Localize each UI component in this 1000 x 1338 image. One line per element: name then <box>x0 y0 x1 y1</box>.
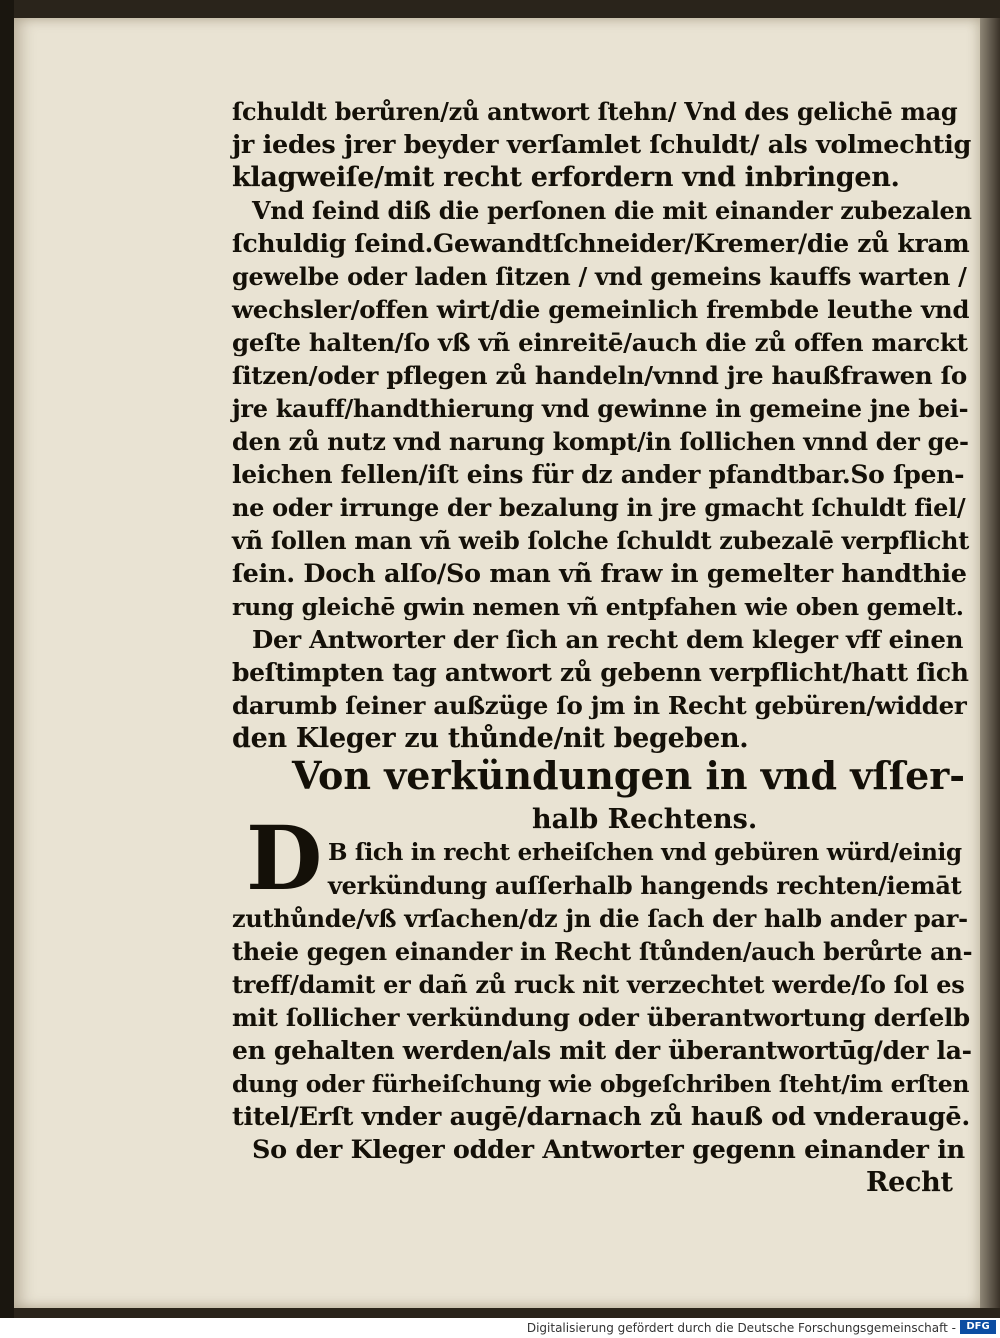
catchword: Recht <box>866 1167 953 1198</box>
text-line: titel/Erſt vnder augē/darnach zů hauß od vnderaugē. <box>232 1102 970 1132</box>
text-line: ſchuldig ſeind.Gewandtſchneider/Kremer/die zů kram <box>232 229 970 258</box>
text-line: treff/damit er dañ zů ruck nit verzechtet werde/ſo ſol es <box>232 970 965 999</box>
dfg-logo: DFG <box>960 1320 996 1334</box>
page-left-edge <box>0 0 14 1338</box>
text-line: ne oder irrunge der bezalung in jre gmacht ſchuldt fiel/ <box>232 493 966 522</box>
text-line: den Kleger zu thůnde/nit begeben. <box>232 723 749 754</box>
text-line: dung oder fürheiſchung wie obgeſchriben ſteht/im erſten <box>232 1070 970 1098</box>
text-line: ſitzen/oder pflegen zů handeln/vnnd jre haußfrawen ſo <box>232 361 967 390</box>
text-line: verkündung auſſerhalb hangends rechten/iemāt <box>328 871 962 900</box>
text-line: den zů nutz vnd narung kompt/in ſollichen vnnd der ge- <box>232 427 969 456</box>
section-subheading: halb Rechtens. <box>532 804 758 835</box>
text-line: Der Antworter der ſich an recht dem kleger vff einen <box>252 625 964 654</box>
digitization-footer <box>0 1318 1000 1338</box>
text-line: en gehalten werden/als mit der überantwortūg/der la- <box>232 1036 972 1065</box>
text-line: ſchuldt berůren/zů antwort ſtehn/ Vnd des gelichē mag <box>232 97 958 126</box>
text-line: B ſich in recht erheiſchen vnd gebüren würd/einig <box>328 839 962 866</box>
text-line: wechsler/offen wirt/die gemeinlich frembde leuthe vnd <box>232 295 970 324</box>
text-line: klagweiſe/mit recht erfordern vnd inbringen. <box>232 162 900 193</box>
text-line: rung gleichē gwin nemen vñ entpfahen wie oben gemelt. <box>232 593 964 621</box>
text-line: mit ſollicher verkündung oder überantwortung derſelb <box>232 1003 970 1032</box>
text-line: ſein. Doch alſo/So man vñ fraw in gemelter handthie <box>232 559 967 589</box>
page-right-edge <box>980 18 1000 1308</box>
text-line: jre kauff/handthierung vnd gewinne in gemeine jne bei- <box>232 394 969 423</box>
text-line: geſte halten/ſo vß vñ einreitē/auch die zů offen marckt <box>232 328 968 357</box>
text-line: theie gegen einander in Recht ſtůnden/auch berůrte an- <box>232 937 973 966</box>
text-line: vñ ſollen man vñ weib ſolche ſchuldt zubezalē verpflicht <box>232 526 969 555</box>
text-line: jr iedes jrer beyder verſamlet ſchuldt/ als volmechtig <box>232 130 972 160</box>
decorated-initial-letter: D <box>246 806 323 910</box>
text-line: gewelbe oder laden ſitzen / vnd gemeins kauffs warten / <box>232 262 967 291</box>
text-line: beſtimpten tag antwort zů gebenn verpflicht/hatt ſich <box>232 658 969 687</box>
text-line: Vnd ſeind diß die perſonen die mit einander zubezalen <box>252 196 972 225</box>
text-line: So der Kleger odder Antworter gegenn einander in <box>252 1135 965 1165</box>
text-line: leichen fellen/iſt eins für dz ander pfandtbar.So ſpen- <box>232 460 965 489</box>
footer-credit-text: Digitalisierung gefördert durch die Deutsche Forschungsgemeinschaft - <box>526 1321 956 1335</box>
section-heading: Von verkündungen in vnd vſſer- <box>292 753 966 798</box>
text-line: darumb ſeiner außzüge ſo jm in Recht gebüren/widder <box>232 691 967 720</box>
text-line: zuthůnde/vß vrſachen/dz jn die ſach der halb ander par- <box>232 904 968 933</box>
